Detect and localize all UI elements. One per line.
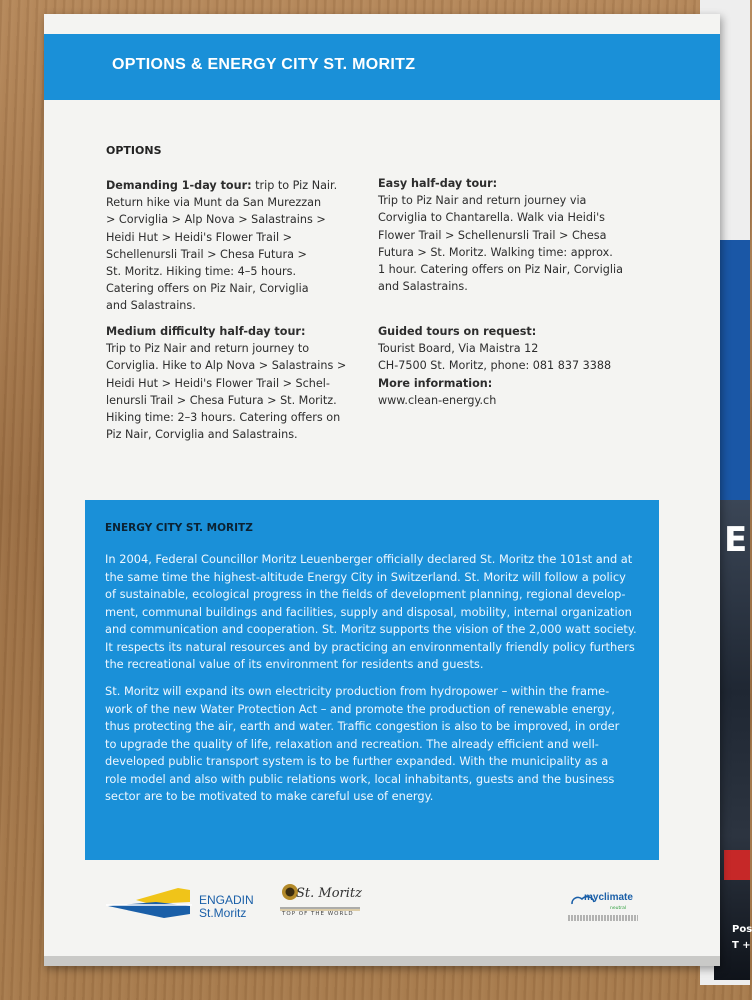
paragraph-line: of sustainable, ecological progress in the fields of development planning, regional develop- [105, 587, 626, 601]
easy-tour-line: and Salastrains. [378, 280, 468, 294]
easy-tour-block [378, 175, 638, 295]
paragraph-line: work of the new Water Protection Act – and promote the production of renewable energy, [105, 701, 615, 716]
demanding-tour-line: > Corviglia > Alp Nova > Salastrains > [106, 213, 326, 227]
demanding-tour-line: trip to Piz Nair. [251, 179, 338, 192]
options-section-label: OPTIONS [106, 144, 162, 157]
demanding-tour-line: Return hike via Munt da San Murezzan [106, 196, 322, 210]
energy-city-box [85, 500, 659, 860]
demanding-tour-line: Heidi Hut > Heidi's Flower Trail > [106, 230, 292, 244]
easy-tour-line: 1 hour. Catering offers on Piz Nair, Corviglia [378, 263, 623, 277]
paragraph-line: sector are to be motivated to make careful use of energy. [105, 789, 434, 803]
demanding-tour-line: Schellenursli Trail > Chesa Futura > [106, 247, 307, 261]
demanding-tour-block [106, 177, 366, 315]
paragraph-line: In 2004, Federal Councillor Moritz Leuenberger officially declared St. Moritz the 101st and at [105, 552, 633, 566]
engadin-logo-yellow-shape [136, 888, 190, 904]
paragraph-line: thus protecting the air, earth and water. Traffic congestion is also to be improved, in order [105, 719, 620, 733]
medium-tour-line: Piz Nair, Corviglia and Salastrains. [106, 428, 298, 442]
paragraph-line: It respects its natural resources and by practicing an environmentally friendly policy furthers [105, 639, 635, 654]
easy-tour-line: Corviglia to Chantarella. Walk via Heidi's [378, 211, 606, 225]
energy-city-paragraph-2 [105, 683, 640, 806]
paragraph-line: role model and also with public relations work, local inhabitants, guests and the business [105, 771, 615, 786]
guided-tours-line: Tourist Board, Via Maistra 12 [378, 342, 539, 356]
medium-tour-title: Medium difficulty half-day tour: [106, 325, 306, 338]
more-information-title: More information: [378, 376, 493, 390]
adjacent-page-line-1: Pos [732, 924, 752, 935]
engadin-logo-line-2: St.Moritz [199, 906, 247, 920]
adjacent-page-red-block [724, 850, 750, 880]
demanding-tour-title: Demanding 1-day tour: [106, 179, 252, 192]
easy-tour-title: Easy half-day tour: [378, 177, 498, 190]
medium-tour-line: Heidi Hut > Heidi's Flower Trail > Schel- [106, 376, 330, 390]
paragraph-line: St. Moritz will expand its own electricity production from hydropower – within the frame- [105, 684, 610, 698]
energy-city-heading: ENERGY CITY ST. MORITZ [105, 522, 253, 534]
paragraph-line: ment, communal buildings and facilities, supply and disposal, mobility, internal organization [105, 604, 632, 619]
page-title: OPTIONS & ENERGY CITY ST. MORITZ [112, 56, 416, 73]
demanding-tour-line: Catering offers on Piz Nair, Corviglia [106, 282, 309, 296]
adjacent-page-line-2: T + [732, 940, 751, 951]
paragraph-line: and communication and cooperation. St. Moritz supports the vision of the 2,000 watt society. [105, 622, 637, 636]
paragraph-line: to upgrade the quality of life, relaxation and recreation. The already efficient and well- [105, 736, 599, 751]
energy-city-paragraph-1 [105, 551, 640, 674]
easy-tour-line: Flower Trail > Schellenursli Trail > Chesa [378, 228, 607, 242]
engadin-logo-text [199, 894, 254, 920]
paragraph-line: developed public transport system is to be further expanded. With the municipality as a [105, 754, 609, 768]
st-moritz-sun-face [286, 888, 295, 897]
brochure-page [44, 14, 720, 966]
st-moritz-logo-script: St. Moritz [296, 886, 362, 901]
myclimate-logo-text: myclimate [584, 892, 633, 903]
medium-tour-line: lenursli Trail > Chesa Futura > St. Moritz. [106, 393, 337, 407]
adjacent-page-blue-band [718, 240, 750, 500]
guided-tours-block [378, 323, 638, 409]
myclimate-logo-subtext: neutral [610, 906, 627, 911]
medium-tour-line: Hiking time: 2–3 hours. Catering offers on [106, 411, 341, 425]
engadin-logo-line-1: ENGADIN [199, 893, 254, 907]
clean-energy-link[interactable]: www.clean-energy.ch [378, 393, 497, 407]
page-bottom-edge [44, 956, 720, 966]
medium-tour-line: Trip to Piz Nair and return journey to [106, 342, 310, 356]
header-band [44, 34, 720, 100]
guided-tours-line: CH-7500 St. Moritz, phone: 081 837 3388 [378, 359, 612, 373]
adjacent-page-text [732, 922, 752, 954]
adjacent-page-heading-letter: E [724, 520, 748, 560]
myclimate-fine-print [568, 915, 638, 921]
medium-tour-block [106, 323, 366, 443]
easy-tour-line: Trip to Piz Nair and return journey via [378, 194, 587, 208]
paragraph-line: the same time the highest-altitude Energy City in Switzerland. St. Moritz will follow a policy [105, 569, 626, 584]
guided-tours-title: Guided tours on request: [378, 325, 537, 338]
easy-tour-line: Futura > St. Moritz. Walking time: approx. [378, 245, 613, 259]
medium-tour-line: Corviglia. Hike to Alp Nova > Salastrains > [106, 359, 347, 373]
demanding-tour-line: and Salastrains. [106, 299, 196, 313]
demanding-tour-line: St. Moritz. Hiking time: 4–5 hours. [106, 265, 297, 279]
st-moritz-logo-tagline: TOP OF THE WORLD [282, 911, 354, 917]
paragraph-line: the recreational value of its environment for residents and guests. [105, 657, 484, 671]
